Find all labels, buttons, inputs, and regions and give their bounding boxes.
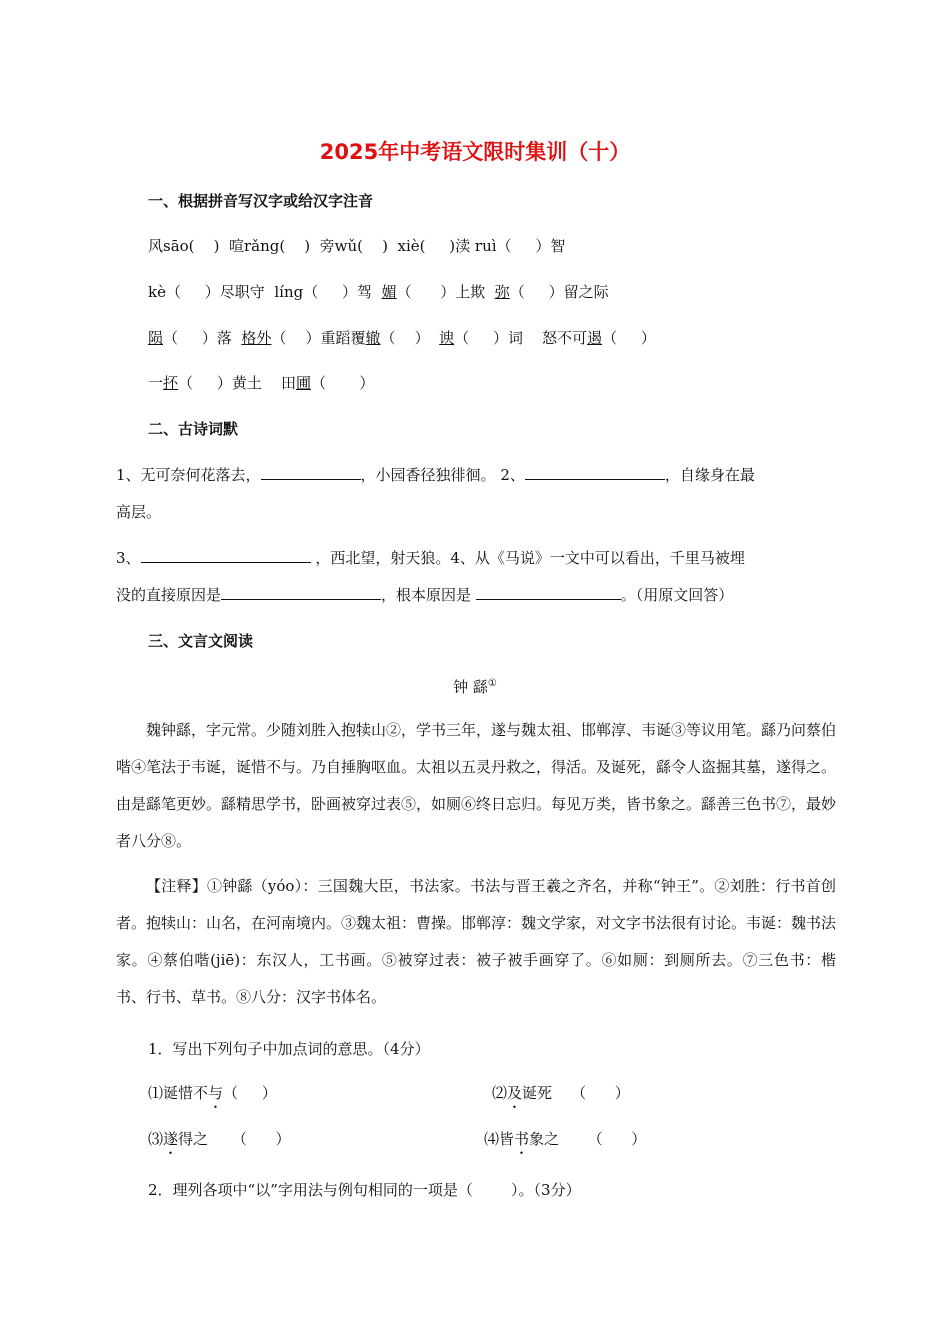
- text-span: （ ）重蹈覆: [271, 329, 366, 347]
- text-span: （ ）: [223, 1084, 277, 1102]
- dotted-char: 书: [514, 1130, 530, 1148]
- text-span: （ ）: [602, 329, 656, 347]
- answer-blank[interactable]: [525, 465, 665, 480]
- section2-heading: 二、古诗词默: [148, 420, 239, 438]
- underlined-char: 陨: [148, 329, 164, 347]
- text-span: ⑶: [148, 1130, 164, 1148]
- underlined-char: 遏: [587, 329, 603, 347]
- reading-question-1-item-3: [148, 1128, 290, 1149]
- text-span: kè（ ）尽职守 líng（ ）驾: [148, 283, 382, 301]
- answer-blank[interactable]: [261, 465, 361, 480]
- pinyin-line-2: [148, 281, 609, 302]
- reading-question-1-item-2: [492, 1082, 630, 1103]
- pinyin-line-1: 风sāo( ) 喧rǎng( ) 旁wǔ( ) xiè( )渎 ruì（ ）智: [148, 237, 566, 255]
- dotted-char: 与: [208, 1084, 224, 1102]
- text-span: （ ）词 怒不可: [454, 329, 588, 347]
- page-title: 2025年中考语文限时集训（十）: [319, 140, 631, 164]
- text-span: 。（用原文回答）: [620, 586, 734, 604]
- text-span: 3、: [116, 549, 141, 567]
- passage-notes: 【注释】①钟繇（yóo）：三国魏大臣，书法家。书法与晋王羲之齐名，并称“钟王”。②刘胜：行书首创者。抱犊山：山名，在河南境内。③魏太祖：曹操。邯郸淳：魏文学家，对文字书法很有讨论。韦诞：魏书法家。④蔡伯喈(jiē)：东汉人，工书画。⑤被穿过表：被子被手画穿了。⑥如厕：到厕所去。⑦三色书：楷书、行书、草书。⑧八分：汉字书体名。: [116, 877, 837, 1006]
- dotted-char: 及: [507, 1084, 523, 1102]
- text-span: （ ）: [380, 329, 440, 347]
- underlined-char: 抔: [163, 374, 179, 392]
- text-span: （ ）: [310, 374, 375, 392]
- answer-blank[interactable]: [221, 585, 381, 600]
- text-span: ，西北望，射天狼。4、从《马说》一文中可以看出，千里马被埋: [310, 549, 745, 567]
- poem-question-3: [116, 547, 745, 568]
- text-span: 没的直接原因是: [116, 586, 222, 604]
- text-span: 钟 繇: [453, 678, 488, 696]
- text-span: 1、无可奈何花落去，: [116, 466, 261, 484]
- underlined-char: 媚: [381, 283, 397, 301]
- answer-blank[interactable]: [141, 548, 311, 563]
- text-span: ，自缘身在最: [664, 466, 755, 484]
- text-span: 一: [148, 374, 164, 392]
- text-span: 诞死 （ ）: [522, 1084, 630, 1102]
- reading-question-1-item-1: [148, 1082, 277, 1103]
- pinyin-line-4: [148, 372, 374, 393]
- text-span: （ ）黄土 田: [178, 374, 296, 392]
- classical-passage: 魏钟繇，字元常。少随刘胜入抱犊山②，学书三年，遂与魏太祖、邯郸淳、韦诞③等议用笔。繇乃问蔡伯喈④笔法于韦诞，诞惜不与。乃自捶胸呕血。太祖以五灵丹救之，得活。及诞死，繇令人盗掘其墓，遂得之。由是繇笔更妙。繇精思学书，卧画被穿过表⑤，如厕⑥终日忘归。每见万类，皆书象之。繇善三色书⑦，最妙者八分⑧。: [116, 721, 837, 850]
- section1-heading: 一、根据拼音写汉字或给汉字注音: [148, 192, 374, 210]
- answer-blank[interactable]: [476, 585, 621, 600]
- text-span: 得之 （ ）: [178, 1130, 291, 1148]
- text-span: ⑴诞惜不: [148, 1084, 209, 1102]
- text-span: ，小园香径独徘徊。 2、: [360, 466, 525, 484]
- text-span: ⑷皆: [484, 1130, 515, 1148]
- underlined-char: 格外: [241, 329, 272, 347]
- underlined-char: 辙: [365, 329, 381, 347]
- text-span: （ ）上欺: [396, 283, 495, 301]
- footnote-marker: ①: [487, 678, 497, 689]
- text-span: ，根本原因是: [381, 586, 476, 604]
- poem-question-4: [116, 584, 733, 605]
- text-span: ⑵: [492, 1084, 508, 1102]
- poem-question-1: [116, 464, 755, 485]
- underlined-char: 弥: [494, 283, 510, 301]
- underlined-char: 谀: [439, 329, 455, 347]
- text-span: （ ）落: [163, 329, 242, 347]
- pinyin-line-3: [148, 327, 656, 348]
- text-span: 象之 （ ）: [529, 1130, 647, 1148]
- underlined-char: 圃: [295, 374, 311, 392]
- passage-title: [0, 676, 950, 697]
- reading-question-1-item-4: [484, 1128, 646, 1149]
- section3-heading: 三、文言文阅读: [148, 632, 254, 650]
- reading-question-1: 1．写出下列句子中加点词的意思。（4分）: [148, 1040, 430, 1058]
- reading-question-2: 2．理列各项中“以”字用法与例句相同的一项是（ ）。（3分）: [148, 1181, 581, 1199]
- dotted-char: 遂: [163, 1130, 179, 1148]
- poem-question-1-cont: 高层。: [116, 503, 162, 521]
- text-span: （ ）留之际: [509, 283, 609, 301]
